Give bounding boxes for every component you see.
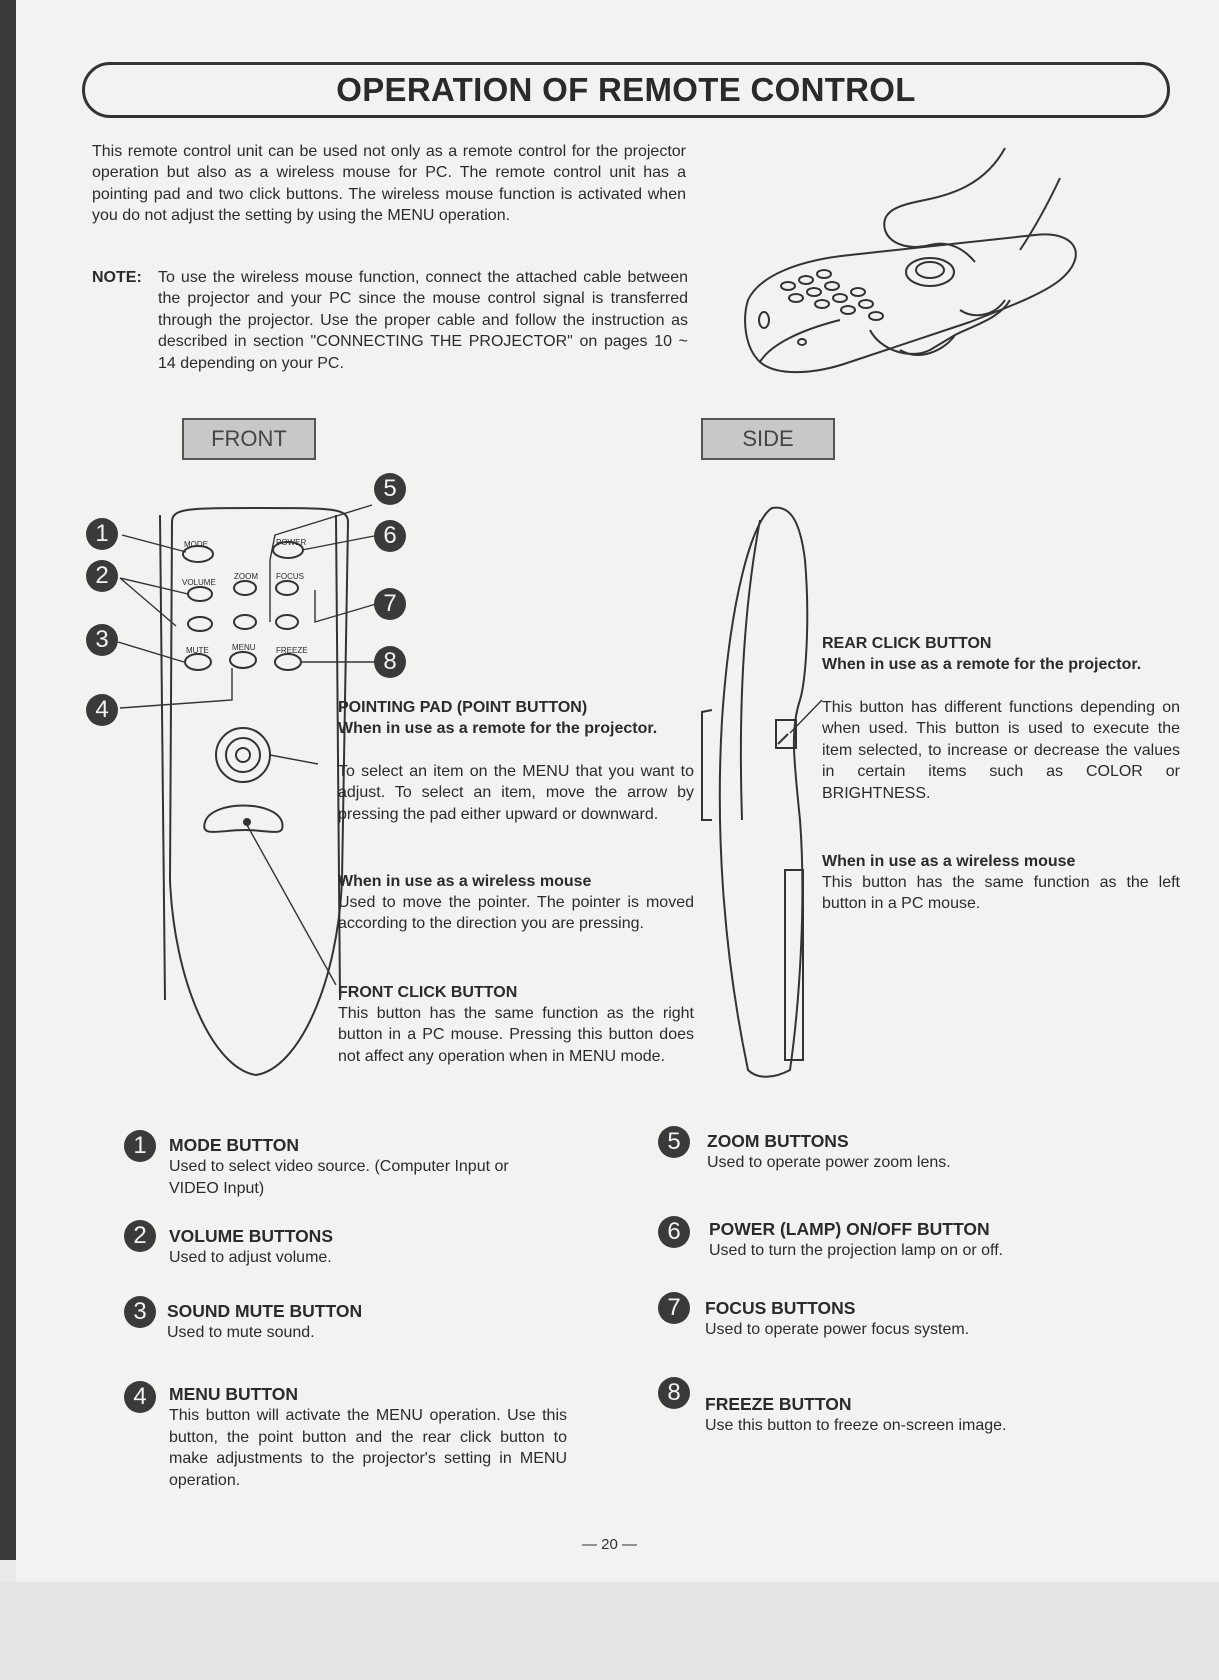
desc-title-freeze: FREEZE BUTTON (705, 1394, 852, 1414)
desc-text-mute: Used to mute sound. (167, 1324, 315, 1342)
desc-text-volume: Used to adjust volume. (169, 1249, 332, 1267)
desc-title-volume: VOLUME BUTTONS (169, 1226, 333, 1246)
pointing-pad-mouse-heading: When in use as a wireless mouse (338, 873, 592, 890)
remote-label-mode: MODE (184, 540, 208, 549)
remote-label-power: POWER (276, 538, 307, 547)
desc-text-mode: Used to select video source. (Computer Input or VIDEO Input) (169, 1158, 509, 1197)
rear-click-title: REAR CLICK BUTTON (822, 635, 992, 652)
desc-title-zoom: ZOOM BUTTONS (707, 1131, 849, 1151)
remote-label-mute: MUTE (186, 646, 209, 655)
desc-num-5: 5 (658, 1126, 690, 1158)
desc-text-power: Used to turn the projection lamp on or off. (709, 1242, 1004, 1260)
desc-num-3: 3 (124, 1296, 156, 1328)
pointing-pad-mouse-text: Used to move the pointer. The pointer is moved according to the direction you are pressing. (338, 894, 694, 933)
pointing-pad-title: POINTING PAD (POINT BUTTON) (338, 699, 588, 716)
desc-item-zoom (707, 1131, 1167, 1174)
hand-remote-illustration (745, 148, 1076, 372)
front-click-title: FRONT CLICK BUTTON (338, 984, 518, 1001)
callout-3: 3 (86, 624, 118, 656)
rear-click-mouse-heading: When in use as a wireless mouse (822, 853, 1076, 870)
pointing-pad-remote-text: To select an item on the MENU that you want to adjust. To select an item, move the arrow by pressing the pad either upward or downward. (338, 763, 694, 823)
callout-7: 7 (374, 588, 406, 620)
desc-text-zoom: Used to operate power zoom lens. (707, 1154, 951, 1172)
pointing-pad-remote-heading: When in use as a remote for the projector. (338, 720, 658, 737)
rear-click-remote-text: This button has different functions depending on when used. This button is used to execute the item selected, to increase or decrease the values in certain items such as COLOR or BRIGHTNESS. (822, 699, 1180, 802)
desc-item-focus (705, 1298, 1165, 1341)
note-label: NOTE: (92, 269, 142, 286)
rear-click-remote-heading: When in use as a remote for the projector. (822, 656, 1142, 673)
desc-title-mode: MODE BUTTON (169, 1135, 299, 1155)
callout-2: 2 (86, 560, 118, 592)
remote-label-freeze: FREEZE (276, 646, 308, 655)
remote-label-volume: VOLUME (182, 578, 216, 587)
desc-num-1: 1 (124, 1130, 156, 1162)
front-click-text: This button has the same function as the right button in a PC mouse. Pressing this button does not affect any operation when in MENU mode. (338, 1005, 694, 1065)
desc-item-menu (169, 1384, 567, 1491)
desc-item-freeze (705, 1394, 1165, 1437)
desc-num-2: 2 (124, 1220, 156, 1252)
page-number: — 20 — (581, 1536, 638, 1553)
intro-paragraph: This remote control unit can be used not only as a remote control for the projector operation but also as a wireless mouse for PC. The remote control unit has a pointing pad and two click buttons. The wireless mouse function is activated when you do not adjust the setting by using the MENU operation. (92, 143, 686, 225)
page-title: OPERATION OF REMOTE CONTROL (336, 71, 916, 108)
front-remote (160, 508, 348, 1075)
desc-title-focus: FOCUS BUTTONS (705, 1298, 856, 1318)
callout-4: 4 (86, 694, 118, 726)
desc-item-mode (169, 1135, 549, 1199)
callout-8: 8 (374, 646, 406, 678)
desc-item-mute (167, 1301, 547, 1344)
callout-1: 1 (86, 518, 118, 550)
callout-5: 5 (374, 473, 406, 505)
remote-label-menu: MENU (232, 643, 256, 652)
desc-title-power: POWER (LAMP) ON/OFF BUTTON (709, 1219, 990, 1239)
desc-title-mute: SOUND MUTE BUTTON (167, 1301, 363, 1321)
desc-text-freeze: Use this button to freeze on-screen image. (705, 1417, 1007, 1435)
desc-text-menu: This button will activate the MENU operation. Use this button, the point button and the rear click button to make adjustments to the projector's setting in MENU operation. (169, 1407, 567, 1489)
desc-item-power (709, 1219, 1169, 1262)
desc-text-focus: Used to operate power focus system. (705, 1321, 970, 1339)
side-label: SIDE (701, 418, 835, 460)
remote-label-focus: FOCUS (276, 572, 304, 581)
side-remote (702, 508, 807, 1077)
desc-num-8: 8 (658, 1377, 690, 1409)
desc-num-7: 7 (658, 1292, 690, 1324)
desc-num-6: 6 (658, 1216, 690, 1248)
front-label: FRONT (182, 418, 316, 460)
callout-6: 6 (374, 520, 406, 552)
rear-click-mouse-text: This button has the same function as the left button in a PC mouse. (822, 874, 1180, 913)
desc-num-4: 4 (124, 1381, 156, 1413)
note-text: To use the wireless mouse function, connect the attached cable between the projector and your PC since the mouse control signal is transferred through the projector. Use the proper cable and follow the instruction as described in section "CONNECTING THE PROJECTOR" on pages 10 ~ 14 depending on your PC. (158, 269, 688, 372)
remote-label-zoom: ZOOM (234, 572, 258, 581)
desc-item-volume (169, 1226, 549, 1269)
desc-title-menu: MENU BUTTON (169, 1384, 298, 1404)
